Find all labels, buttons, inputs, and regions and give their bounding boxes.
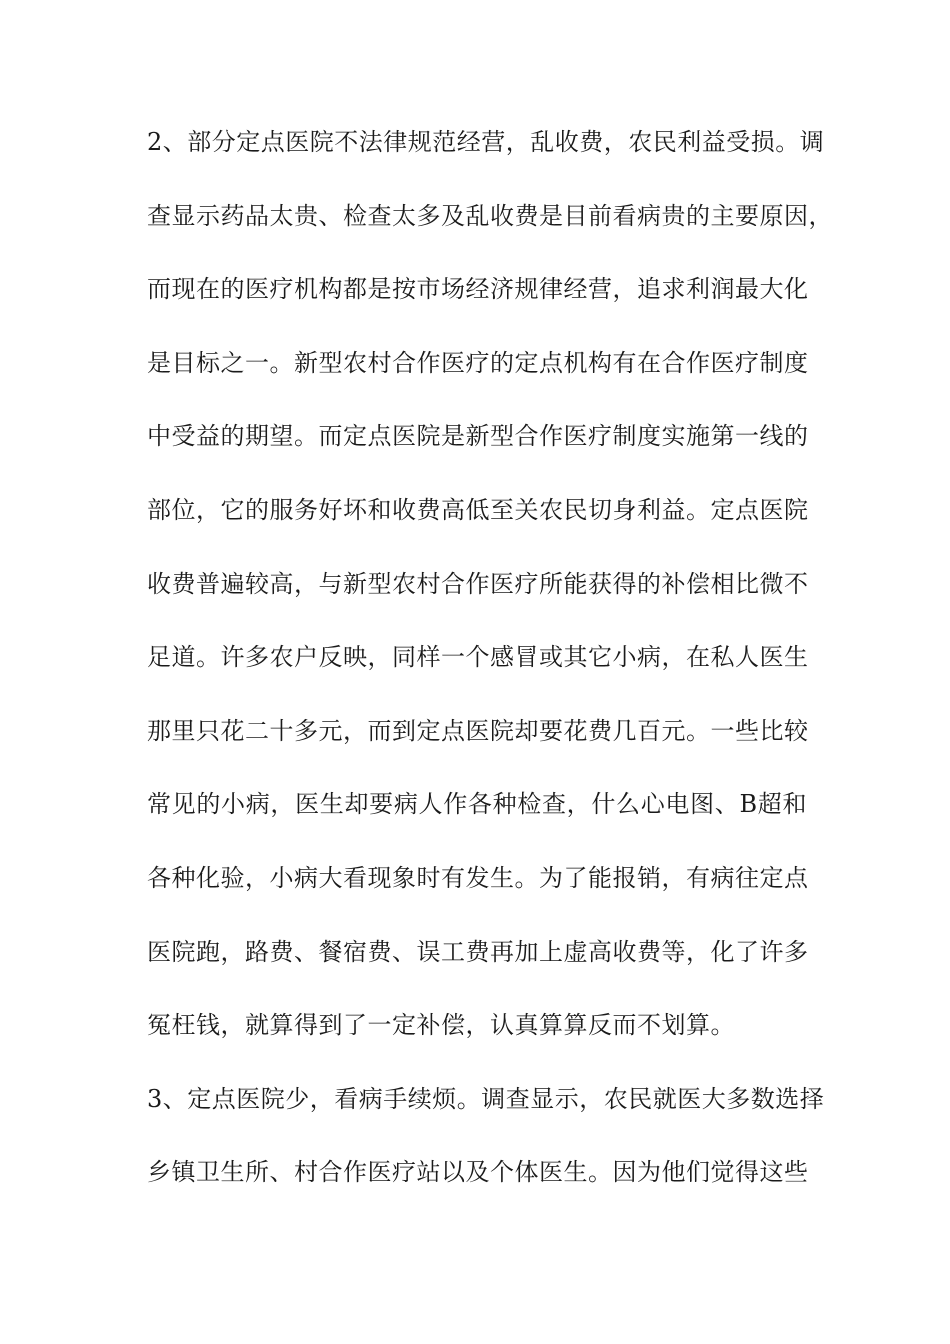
text-line: 中受益的期望。而定点医院是新型合作医疗制度实施第一线的 [147,422,809,451]
text-line: 医院跑，路费、餐宿费、误工费再加上虚高收费等，化了许多 [147,937,809,966]
text-line: 乡镇卫生所、村合作医疗站以及个体医生。因为他们觉得这些 [147,1158,809,1187]
text-line: 冤枉钱，就算得到了一定补偿，认真算算反而不划算。 [147,1011,735,1040]
text-line: 3、定点医院少，看病手续烦。调查显示，农民就医大多数选择 [147,1084,825,1113]
text-line: 常见的小病，医生却要病人作各种检查，什么心电图、B超和 [147,790,807,819]
text-line: 各种化验，小病大看现象时有发生。为了能报销，有病往定点 [147,863,809,892]
text-line: 收费普遍较高，与新型农村合作医疗所能获得的补偿相比微不 [147,569,809,598]
text-line: 2、部分定点医院不法律规范经营，乱收费，农民利益受损。调 [147,128,825,156]
body-text [147,128,833,1234]
text-line: 是目标之一。新型农村合作医疗的定点机构有在合作医疗制度 [147,348,809,377]
text-line: 部位，它的服务好坏和收费高低至关农民切身利益。定点医院 [147,495,809,524]
text-line: 而现在的医疗机构都是按市场经济规律经营，追求利润最大化 [147,275,809,304]
text-line: 查显示药品太贵、检查太多及乱收费是目前看病贵的主要原因， [147,201,833,230]
text-line: 足道。许多农户反映，同样一个感冒或其它小病，在私人医生 [147,643,809,672]
text-line: 那里只花二十多元，而到定点医院却要花费几百元。一些比较 [147,716,809,745]
